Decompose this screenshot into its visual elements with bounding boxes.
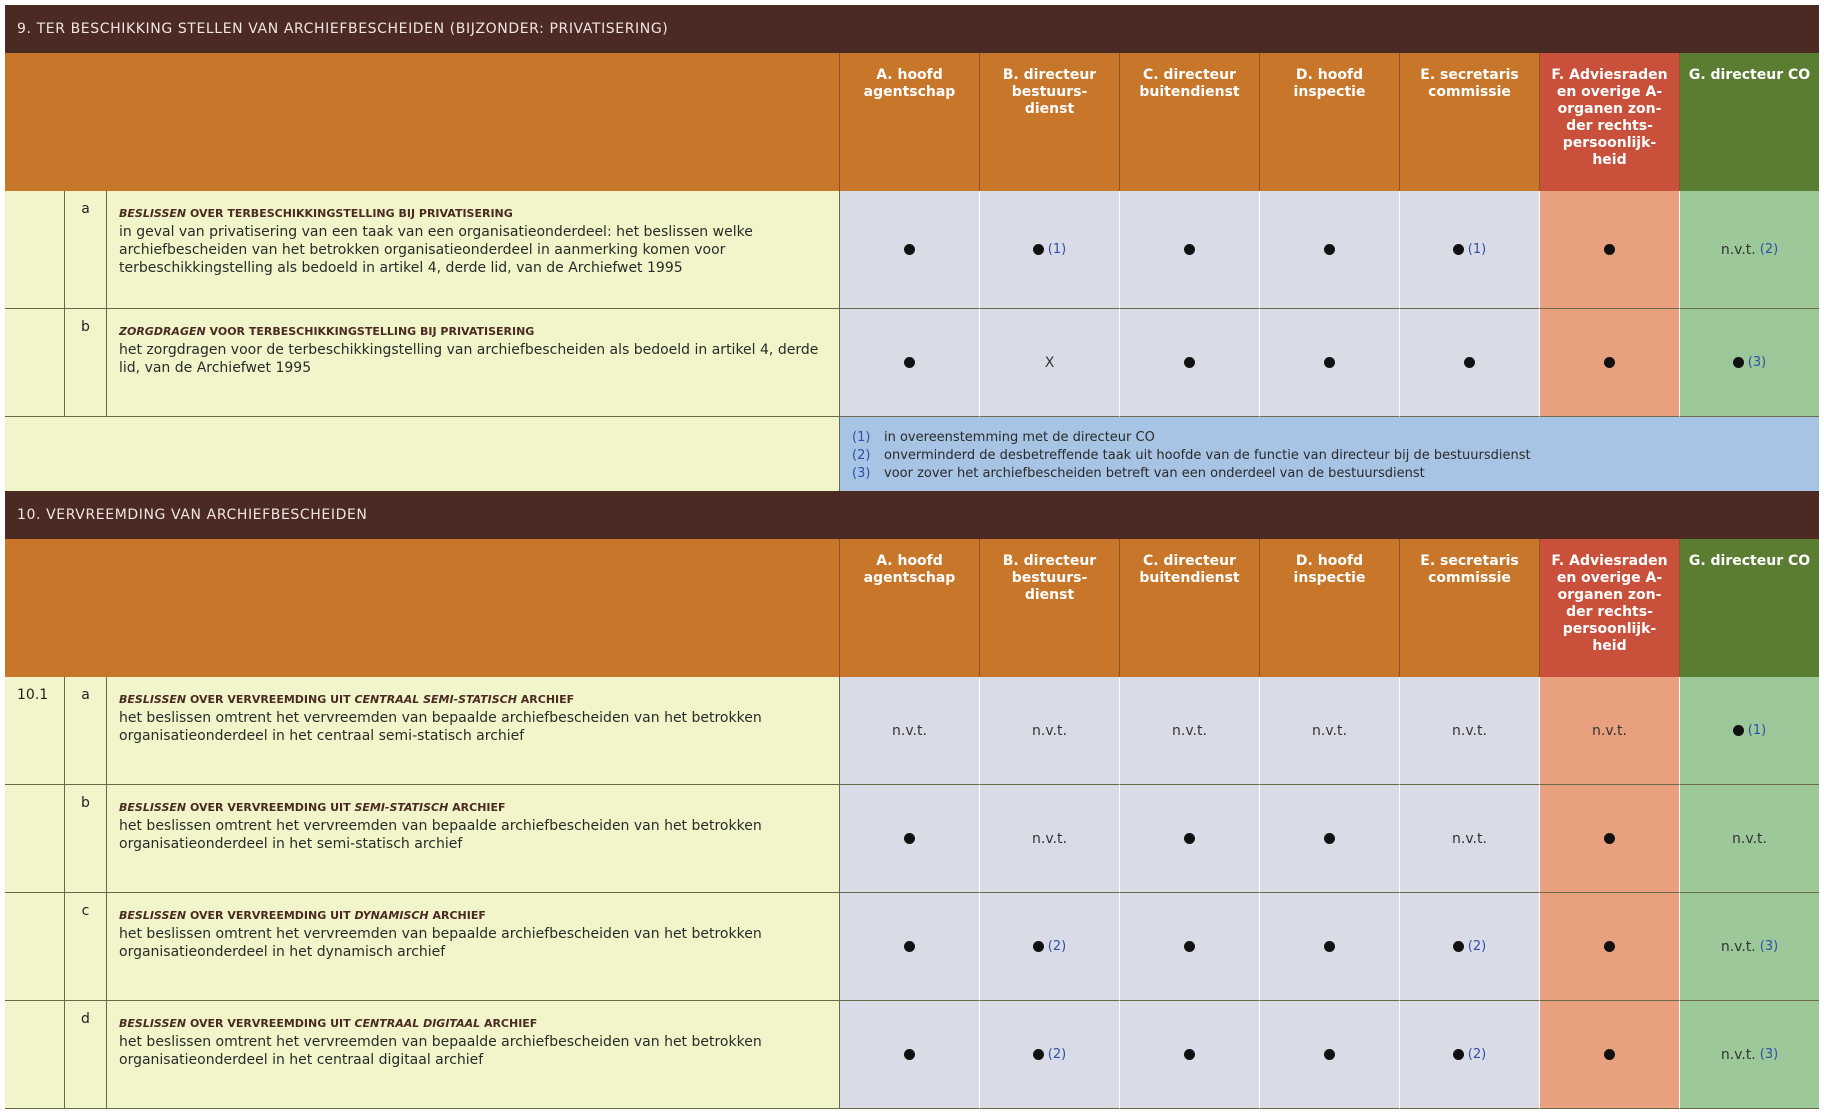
cell-f xyxy=(1540,785,1680,893)
notes-blank xyxy=(5,417,840,493)
footnote-ref: (1) xyxy=(1747,723,1767,738)
row-letter: b xyxy=(65,785,107,893)
cell-a xyxy=(840,191,980,309)
cell-d xyxy=(1260,893,1400,1001)
cell-value: n.v.t. xyxy=(892,722,927,739)
cell-value: n.v.t. xyxy=(1592,722,1627,739)
header-blank xyxy=(5,539,840,677)
row-number xyxy=(5,191,65,309)
column-header-a: A. hoofd agentschap xyxy=(840,539,980,677)
cell-value: n.v.t. xyxy=(1720,938,1756,955)
bullet-icon xyxy=(1453,941,1464,952)
cell-c xyxy=(1120,1001,1260,1109)
footnote-ref: (2) xyxy=(1047,939,1067,954)
cell-b xyxy=(980,309,1120,417)
cell-b xyxy=(980,893,1120,1001)
cell-value: n.v.t. xyxy=(1720,1046,1756,1063)
bullet-icon xyxy=(904,244,915,255)
bullet-icon xyxy=(1604,941,1615,952)
bullet-icon xyxy=(1733,357,1744,368)
footnote-ref: (2) xyxy=(1759,242,1779,257)
bullet-icon xyxy=(904,941,915,952)
cell-g xyxy=(1680,785,1819,893)
footnote-text: in overeenstemming met de directeur CO xyxy=(884,430,1155,445)
bullet-icon xyxy=(1184,941,1195,952)
bullet-icon xyxy=(1604,244,1615,255)
bullet-icon xyxy=(1033,244,1044,255)
row-text: het zorgdragen voor de terbeschikkingstelling van archiefbescheiden als bedoeld in artikel 4, derde lid, van de Archiefwet 1995 xyxy=(119,342,819,376)
cell-c xyxy=(1120,191,1260,309)
column-header-d: D. hoofd inspectie xyxy=(1260,539,1400,677)
cell-b xyxy=(980,785,1120,893)
cell-d xyxy=(1260,1001,1400,1109)
row-description xyxy=(107,893,840,1001)
footnote-ref: (3) xyxy=(1759,939,1779,954)
cell-d xyxy=(1260,677,1400,785)
cell-a xyxy=(840,677,980,785)
row-title: BESLISSEN OVER VERVREEMDING UIT CENTRAAL SEMI-STATISCH ARCHIEF xyxy=(119,693,575,706)
cell-f xyxy=(1540,191,1680,309)
row-title: BESLISSEN OVER VERVREEMDING UIT SEMI-STATISCH ARCHIEF xyxy=(119,801,506,814)
row-text: het beslissen omtrent het vervreemden van bepaalde archiefbescheiden van het betrokken organisatieonderdeel in het centraal semi-statisch archief xyxy=(119,710,762,744)
row-description xyxy=(107,1001,840,1109)
footnote xyxy=(852,447,1807,465)
bullet-icon xyxy=(1453,1049,1464,1060)
cell-e xyxy=(1400,785,1540,893)
cell-e xyxy=(1400,191,1540,309)
cell-e xyxy=(1400,309,1540,417)
column-header-f: F. Adviesraden en overige A- organen zon- der rechts- persoonlijk- heid xyxy=(1540,53,1680,191)
row-description xyxy=(107,309,840,417)
row-text: het beslissen omtrent het vervreemden van bepaalde archiefbescheiden van het betrokken organisatieonderdeel in het dynamisch archief xyxy=(119,926,762,960)
bullet-icon xyxy=(1604,357,1615,368)
bullet-icon xyxy=(904,833,915,844)
row-number xyxy=(5,893,65,1001)
bullet-icon xyxy=(1453,244,1464,255)
row-text: het beslissen omtrent het vervreemden van bepaalde archiefbescheiden van het betrokken organisatieonderdeel in het semi-statisch archief xyxy=(119,818,762,852)
row-description xyxy=(107,785,840,893)
section-title: 10. VERVREEMDING VAN ARCHIEFBESCHEIDEN xyxy=(5,491,1819,539)
cell-value: n.v.t. xyxy=(1032,722,1067,739)
row-number xyxy=(5,785,65,893)
section-9-table xyxy=(5,5,1819,493)
cell-value: n.v.t. xyxy=(1312,722,1347,739)
bullet-icon xyxy=(1464,357,1475,368)
row-letter: a xyxy=(65,677,107,785)
bullet-icon xyxy=(1733,725,1744,736)
column-header-e: E. secretaris commissie xyxy=(1400,539,1540,677)
cell-e xyxy=(1400,893,1540,1001)
row-letter: a xyxy=(65,191,107,309)
column-header-b: B. directeur bestuurs- dienst xyxy=(980,539,1120,677)
cell-a xyxy=(840,893,980,1001)
cell-e xyxy=(1400,1001,1540,1109)
cell-f xyxy=(1540,893,1680,1001)
cell-d xyxy=(1260,785,1400,893)
cell-value: n.v.t. xyxy=(1452,722,1487,739)
cell-e xyxy=(1400,677,1540,785)
cell-d xyxy=(1260,191,1400,309)
footnote-number: (3) xyxy=(852,466,871,481)
footnote-ref: (3) xyxy=(1747,355,1767,370)
bullet-icon xyxy=(1184,833,1195,844)
footnote-ref: (2) xyxy=(1467,939,1487,954)
cell-c xyxy=(1120,893,1260,1001)
bullet-icon xyxy=(904,357,915,368)
footnote xyxy=(852,465,1807,483)
cell-value: n.v.t. xyxy=(1032,830,1067,847)
bullet-icon xyxy=(1184,1049,1195,1060)
bullet-icon xyxy=(1324,1049,1335,1060)
column-header-g: G. directeur CO xyxy=(1680,53,1819,191)
cell-f xyxy=(1540,309,1680,417)
row-letter: c xyxy=(65,893,107,1001)
cell-a xyxy=(840,309,980,417)
row-number xyxy=(5,309,65,417)
header-blank xyxy=(5,53,840,191)
footnote-text: voor zover het archiefbescheiden betreft van een onderdeel van de bestuursdienst xyxy=(884,466,1425,481)
cell-d xyxy=(1260,309,1400,417)
cell-c xyxy=(1120,785,1260,893)
footnote-text: onverminderd de desbetreffende taak uit hoofde van de functie van directeur bij de bestuursdienst xyxy=(884,448,1531,463)
cell-f xyxy=(1540,1001,1680,1109)
cell-value: n.v.t. xyxy=(1732,830,1767,847)
cell-c xyxy=(1120,309,1260,417)
row-text: in geval van privatisering van een taak van een organisatieonderdeel: het beslissen welke archiefbescheiden van het betrokken organisatieonderdeel in aanmerking komen voor terbeschikkingstelling als bedoeld in artikel 4, derde lid, van de Archiefwet 1995 xyxy=(119,224,753,276)
footnote xyxy=(852,429,1807,447)
bullet-icon xyxy=(1324,244,1335,255)
footnote-ref: (2) xyxy=(1047,1047,1067,1062)
row-number xyxy=(5,1001,65,1109)
cell-value: X xyxy=(1044,354,1055,371)
section-title: 9. TER BESCHIKKING STELLEN VAN ARCHIEFBESCHEIDEN (BIJZONDER: PRIVATISERING) xyxy=(5,5,1819,53)
bullet-icon xyxy=(904,1049,915,1060)
row-text: het beslissen omtrent het vervreemden van bepaalde archiefbescheiden van het betrokken organisatieonderdeel in het centraal digitaal archief xyxy=(119,1034,762,1068)
column-header-a: A. hoofd agentschap xyxy=(840,53,980,191)
cell-a xyxy=(840,785,980,893)
bullet-icon xyxy=(1324,357,1335,368)
bullet-icon xyxy=(1604,1049,1615,1060)
cell-b xyxy=(980,191,1120,309)
column-header-g: G. directeur CO xyxy=(1680,539,1819,677)
bullet-icon xyxy=(1184,357,1195,368)
footnote-ref: (1) xyxy=(1467,242,1487,257)
bullet-icon xyxy=(1604,833,1615,844)
bullet-icon xyxy=(1324,941,1335,952)
cell-g xyxy=(1680,677,1819,785)
footnote-ref: (3) xyxy=(1759,1047,1779,1062)
column-header-f: F. Adviesraden en overige A- organen zon- der rechts- persoonlijk- heid xyxy=(1540,539,1680,677)
cell-value: n.v.t. xyxy=(1452,830,1487,847)
cell-g xyxy=(1680,893,1819,1001)
cell-c xyxy=(1120,677,1260,785)
row-title: BESLISSEN OVER VERVREEMDING UIT CENTRAAL DIGITAAL ARCHIEF xyxy=(119,1017,538,1030)
row-letter: d xyxy=(65,1001,107,1109)
row-title: ZORGDRAGEN VOOR TERBESCHIKKINGSTELLING BIJ PRIVATISERING xyxy=(119,325,535,338)
row-title: BESLISSEN OVER TERBESCHIKKINGSTELLING BIJ PRIVATISERING xyxy=(119,207,513,220)
column-header-e: E. secretaris commissie xyxy=(1400,53,1540,191)
section-10-table xyxy=(5,491,1819,1109)
cell-b xyxy=(980,1001,1120,1109)
footnote-number: (2) xyxy=(852,448,871,463)
bullet-icon xyxy=(1184,244,1195,255)
cell-g xyxy=(1680,1001,1819,1109)
cell-g xyxy=(1680,191,1819,309)
row-title: BESLISSEN OVER VERVREEMDING UIT DYNAMISCH ARCHIEF xyxy=(119,909,486,922)
bullet-icon xyxy=(1033,941,1044,952)
cell-f xyxy=(1540,677,1680,785)
bullet-icon xyxy=(1324,833,1335,844)
footnote-ref: (2) xyxy=(1467,1047,1487,1062)
column-header-b: B. directeur bestuurs- dienst xyxy=(980,53,1120,191)
row-description xyxy=(107,677,840,785)
footnote-ref: (1) xyxy=(1047,242,1067,257)
cell-value: n.v.t. xyxy=(1172,722,1207,739)
column-header-c: C. directeur buitendienst xyxy=(1120,539,1260,677)
column-header-c: C. directeur buitendienst xyxy=(1120,53,1260,191)
column-header-d: D. hoofd inspectie xyxy=(1260,53,1400,191)
row-letter: b xyxy=(65,309,107,417)
cell-value: n.v.t. xyxy=(1720,241,1756,258)
row-number: 10.1 xyxy=(5,677,65,785)
footnotes xyxy=(840,417,1819,493)
footnote-number: (1) xyxy=(852,430,871,445)
bullet-icon xyxy=(1033,1049,1044,1060)
cell-g xyxy=(1680,309,1819,417)
cell-b xyxy=(980,677,1120,785)
cell-a xyxy=(840,1001,980,1109)
row-description xyxy=(107,191,840,309)
